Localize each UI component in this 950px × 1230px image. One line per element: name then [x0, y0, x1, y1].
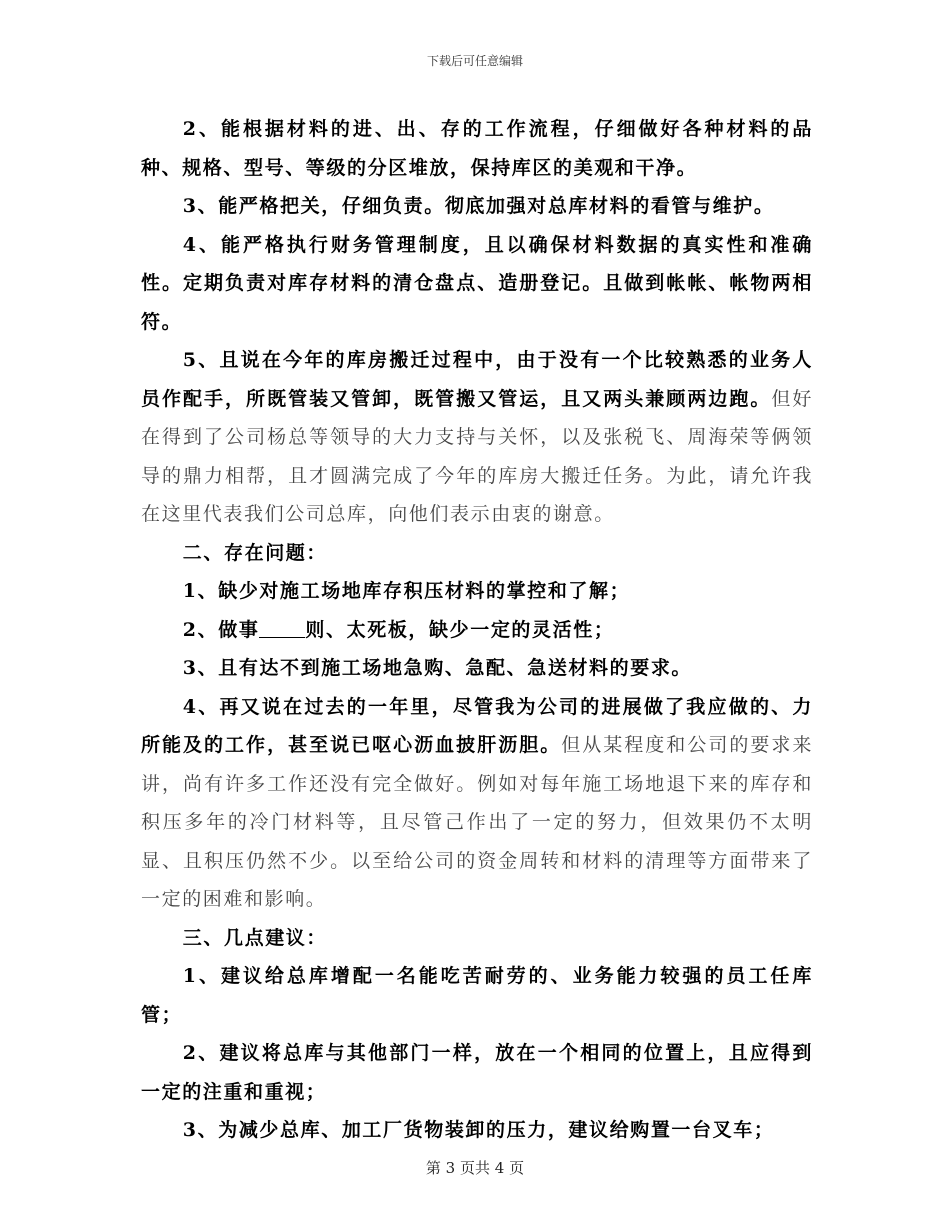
document-body [141, 110, 813, 1150]
paragraph-suggestion-1: 1、建议给总库增配一名能吃苦耐劳的、业务能力较强的员工任库管； [141, 965, 813, 1026]
paragraph-material-flow: 2、能根据材料的进、出、存的工作流程，仔细做好各种材料的品种、规格、型号、等级的分区堆放，保持库区的美观和干净。 [141, 118, 813, 179]
paragraph-problem-2 [141, 611, 813, 650]
paragraph-strict-check: 3、能严格把关，仔细负责。彻底加强对总库材料的看管与维护。 [182, 195, 775, 217]
paragraph-problem-2-before: 2、做事 [182, 618, 260, 641]
page-footer: 第 3 页共 4 页 [425, 1159, 525, 1177]
section-heading-suggestions: 三、几点建议： [182, 926, 327, 949]
paragraph-problem-2-after: 则、太死板，缺少一定的灵活性； [305, 618, 615, 641]
paragraph-problem-4 [141, 688, 813, 919]
paragraph-problem-3: 3、且有达不到施工场地急购、急配、急送材料的要求。 [182, 657, 693, 679]
paragraph-problem-4-bold: 4、再又说在过去的一年里，尽管我为公司的进展做了我应做的、力所能及的工作，甚至说已呕心沥血披肝沥胆。 [141, 695, 813, 756]
paragraph-suggestion-3: 3、为减少总库、加工厂货物装卸的压力，建议给购置一台叉车； [182, 1119, 775, 1141]
paragraph-relocation [141, 341, 813, 534]
paragraph-problem-4-light: 但从某程度和公司的要求来讲，尚有许多工作还没有完全做好。例如对每年施工场地退下来的库存和积压多年的冷门材料等，且尽管己作出了一定的努力，但效果仍不太明显、且积压仍然不少。以至给公司的资金周转和材料的清理等方面带来了一定的困难和影响。 [141, 734, 813, 910]
paragraph-relocation-light: 但好在得到了公司杨总等领导的大力支持与关怀，以及张税飞、周海荣等俩领导的鼎力相帮，且才圆满完成了今年的库房大搬迁任务。为此，请允许我在这里代表我们公司总库，向他们表示由衷的谢意。 [141, 387, 813, 525]
paragraph-suggestion-2: 2、建议将总库与其他部门一样，放在一个相同的位置上，且应得到一定的注重和重视； [141, 1042, 813, 1103]
page-header: 下载后可任意编辑 [426, 54, 523, 68]
paragraph-finance-rules: 4、能严格执行财务管理制度，且以确保材料数据的真实性和准确性。定期负责对库存材料的清仓盘点、造册登记。且做到帐帐、帐物两相符。 [141, 233, 813, 333]
paragraph-relocation-bold: 5、且说在今年的库房搬迁过程中，由于没有一个比较熟悉的业务人员作配手，所既管装又管卸，既管搬又管运，且又两头兼顾两边跑。 [141, 349, 813, 410]
section-heading-problems: 二、存在问题： [182, 541, 327, 564]
paragraph-problem-1: 1、缺少对施工场地库存积压材料的掌控和了解； [182, 580, 631, 602]
blank-underline [259, 619, 305, 638]
